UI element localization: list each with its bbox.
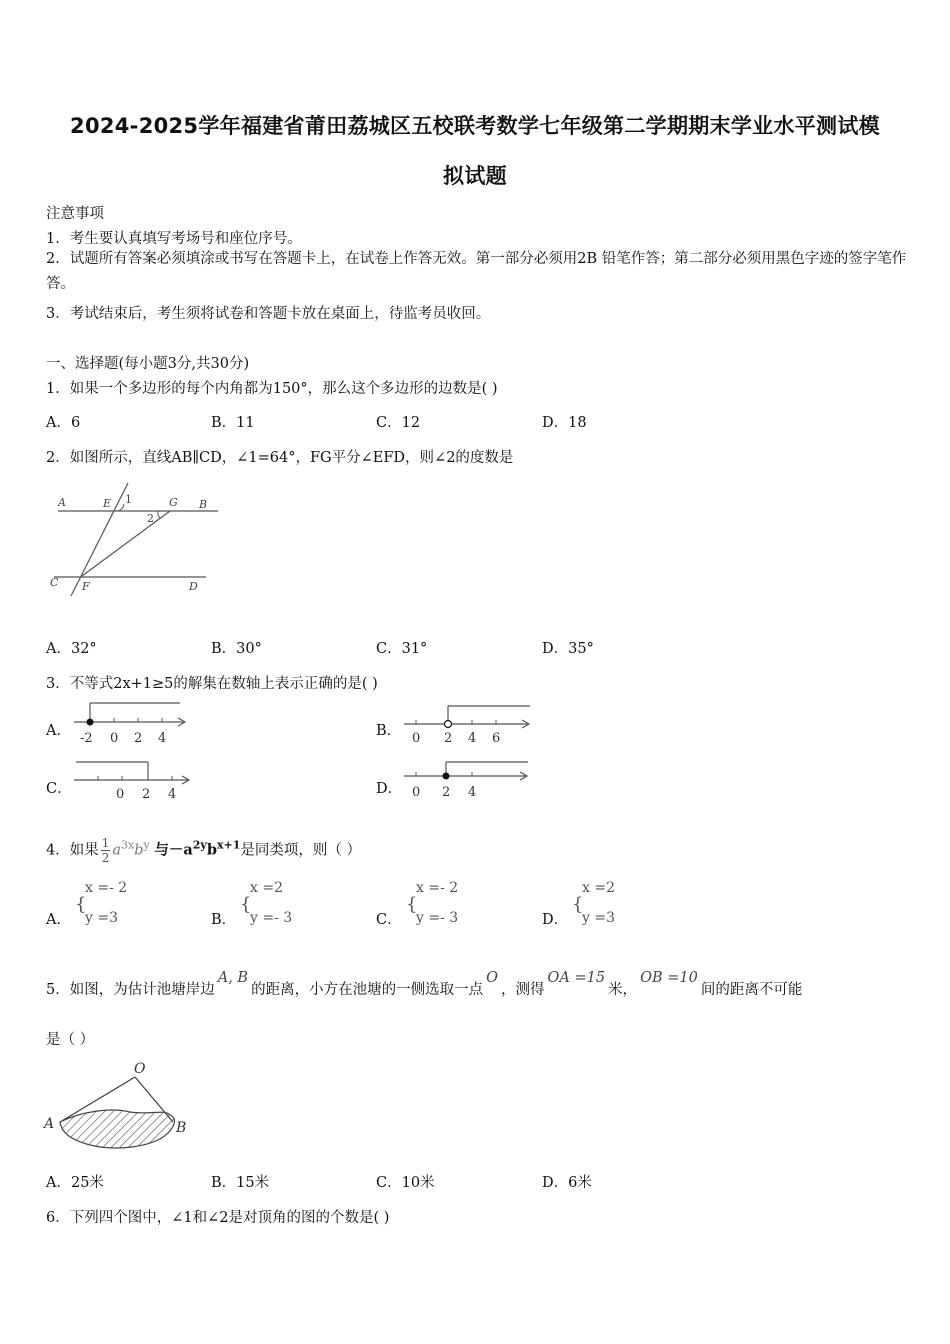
- svg-text:0: 0: [110, 731, 119, 746]
- q4-option-a: A．: [46, 912, 71, 928]
- q4-a-y: y =3: [85, 910, 118, 926]
- label-o: O: [134, 1061, 146, 1077]
- label-angle-2: 2: [147, 512, 154, 525]
- q5-option-d: D．6米: [542, 1175, 592, 1191]
- q2-option-a: A．32°: [46, 641, 97, 657]
- page-title-continued: 拟试题: [443, 164, 507, 188]
- svg-text:2: 2: [142, 787, 151, 802]
- q3-option-a: A．: [46, 723, 71, 739]
- q4-b-y: y =- 3: [250, 910, 293, 926]
- section-heading: 一、选择题(每小题3分,共30分): [46, 356, 250, 372]
- svg-text:4: 4: [168, 787, 177, 802]
- svg-text:4: 4: [158, 731, 167, 746]
- q5-option-b: B．15米: [211, 1175, 270, 1191]
- angle-2-arc: [158, 511, 160, 518]
- pond-shape: [60, 1110, 175, 1148]
- question-1-stem: 1．如果一个多边形的每个内角都为150°，那么这个多边形的边数是( ): [46, 381, 498, 397]
- svg-text:0: 0: [116, 787, 125, 802]
- svg-text:0: 0: [412, 731, 421, 746]
- q4-b-x: x =2: [250, 880, 283, 896]
- label-b: B: [176, 1120, 187, 1136]
- page-title: 2024-2025学年福建省莆田荔城区五校联考数学七年级第二学期期末学业水平测试模: [70, 114, 880, 138]
- q2-option-d: D．35°: [542, 641, 594, 657]
- q1-option-c: C．12: [376, 415, 421, 431]
- question-5-stem: 5．如图，为估计池塘岸边A, B的距离，小方在池塘的一侧选取一点O，测得OA =15米，OB =10间的距离不可能: [46, 970, 803, 998]
- line-ef: [71, 483, 128, 596]
- svg-text:6: 6: [492, 731, 501, 746]
- q3-number-line-d: [402, 758, 532, 802]
- label-b: B: [199, 498, 208, 511]
- label-c: C: [50, 576, 59, 589]
- q3-number-line-b: [402, 700, 534, 746]
- q3-number-line-a: [72, 700, 190, 746]
- label-a: A: [44, 1116, 55, 1132]
- notice-item-1: 1．考生要认真填写考场号和座位序号。: [46, 231, 302, 247]
- q3-option-c: C．: [46, 781, 72, 797]
- label-a: A: [58, 496, 66, 509]
- svg-text:2: 2: [444, 731, 453, 746]
- q4-d-y: y =3: [582, 910, 615, 926]
- label-d: D: [189, 580, 198, 593]
- svg-text:0: 0: [412, 785, 421, 800]
- svg-text:4: 4: [468, 785, 477, 800]
- q1-option-a: A．6: [46, 415, 81, 431]
- q1-option-b: B．11: [211, 415, 255, 431]
- q3-number-line-c: [72, 758, 194, 802]
- q4-option-c: C．: [376, 912, 402, 928]
- q1-option-d: D．18: [542, 415, 587, 431]
- notice-heading: 注意事项: [46, 206, 104, 222]
- label-e: E: [103, 497, 112, 510]
- q2-parallel-lines-figure: [46, 478, 231, 603]
- q3-option-d: D．: [376, 781, 403, 797]
- label-angle-1: 1: [125, 493, 132, 506]
- q4-c-y: y =- 3: [416, 910, 459, 926]
- q2-option-b: B．30°: [211, 641, 262, 657]
- line-fg: [82, 511, 170, 576]
- angle-1-arc: [118, 504, 124, 511]
- notice-item-3: 3．考试结束后，考生须将试卷和答题卡放在桌面上，待监考员收回。: [46, 306, 491, 322]
- svg-text:-2: -2: [80, 731, 93, 746]
- q3-option-b: B．: [376, 723, 402, 739]
- q5-option-a: A．25米: [46, 1175, 104, 1191]
- question-3-stem: 3．不等式2x+1≥5的解集在数轴上表示正确的是( ): [46, 676, 378, 692]
- svg-text:4: 4: [468, 731, 477, 746]
- q4-a-x: x =- 2: [85, 880, 128, 896]
- label-f: F: [82, 580, 90, 593]
- question-6-stem: 6．下列四个图中，∠1和∠2是对顶角的图的个数是( ): [46, 1210, 390, 1226]
- q2-option-c: C．31°: [376, 641, 428, 657]
- notice-item-2: 2．试题所有答案必须填涂或书写在答题卡上，在试卷上作答无效。第一部分必须用2B 铅笔作答；第二部分必须用黑色字迹的签字笔作答。: [46, 251, 907, 292]
- q5-pond-figure: [40, 1057, 200, 1152]
- q5-option-c: C．10米: [376, 1175, 435, 1191]
- question-2-stem: 2．如图所示，直线AB∥CD，∠1=64°，FG平分∠EFD，则∠2的度数是: [46, 450, 514, 466]
- question-5-stem-continued: 是（ ）: [46, 1032, 95, 1048]
- label-g: G: [169, 496, 178, 509]
- q4-c-x: x =- 2: [416, 880, 459, 896]
- q4-option-b: B．: [211, 912, 237, 928]
- question-4-stem: 4．如果 $\frac{1}{2}$ $a^{3x}b^y$ 与$-a^{2y}b^{x+1}$是同类项，则（ ）: [46, 836, 361, 865]
- svg-text:2: 2: [442, 785, 451, 800]
- q4-option-d: D．: [542, 912, 569, 928]
- q4-d-x: x =2: [582, 880, 615, 896]
- svg-text:2: 2: [134, 731, 143, 746]
